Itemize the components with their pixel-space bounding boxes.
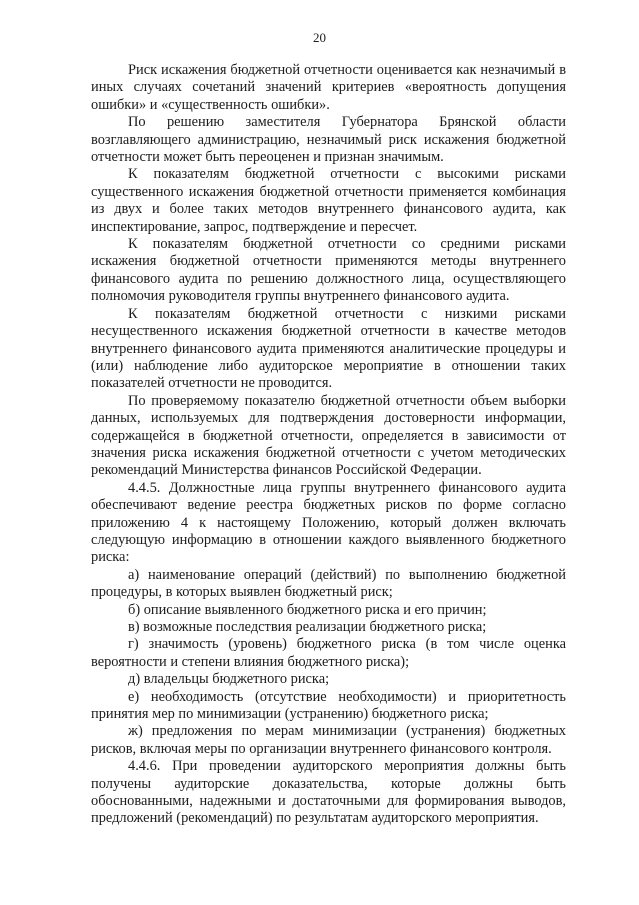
paragraph-low-risk: К показателям бюджетной отчетности с низкими рисками несущественного искажения бюджетной отчетности в качестве методов внутреннего финансового аудита применяются аналитические процедуры и (или) наблюдение либо аудиторское мероприятие в отношении таких показателей отчетности не проводится. [91, 305, 566, 392]
list-item-v: в) возможные последствия реализации бюджетного риска; [128, 619, 487, 635]
paragraph-medium-risk: К показателям бюджетной отчетности со средними рисками искажения бюджетной отчетности применяются методы внутреннего финансового аудита по решению должностного лица, осуществляющего полномочия руководителя группы внутреннего финансового аудита. [91, 236, 566, 305]
list-item-b: б) описание выявленного бюджетного риска и его причин; [128, 601, 487, 618]
list-item-zh: ж) предложения по мерам минимизации (устранения) бюджетных рисков, включая меры по организации внутреннего финансового контроля. [91, 723, 566, 757]
list-item-a: а) наименование операций (действий) по выполнению бюджетной процедуры, в которых выявлен бюджетный риск; [91, 566, 566, 601]
paragraph-sample-volume: По проверяемому показателю бюджетной отчетности объем выборки данных, используемых для подтверждения достоверности информации, содержащейся в бюджетной отчетности, определяется в зависимости от значения риска искажения бюджетной отчетности с учетом методических рекомендаций Министерства финансов Российской Федерации. [91, 392, 566, 479]
paragraph-governor-decision: По решению заместителя Губернатора Брянской области возглавляющего администрацию, незначимый риск искажения бюджетной отчетности может быть переоценен и признан значимым. [91, 114, 566, 166]
paragraph-high-risk: К показателям бюджетной отчетности с высокими рисками существенного искажения бюджетной отчетности применяется комбинация из двух и более таких методов внутреннего финансового аудита, как инспектирование, запрос, подтверждение и пересчет. [91, 166, 566, 235]
page-number: 20 [313, 30, 326, 45]
list-item-g: г) значимость (уровень) бюджетного риска (в том числе оценка вероятности и степени влияния бюджетного риска); [91, 636, 566, 670]
list-item-d: д) владельцы бюджетного риска; [128, 671, 330, 688]
paragraph-risk-insignificant: Риск искажения бюджетной отчетности оценивается как незначимый в иных случаях сочетаний значений критериев «вероятность допущения ошибки» и «существенность ошибки». [91, 62, 566, 113]
list-item-e: е) необходимость (отсутствие необходимости) и приоритетность принятия мер по минимизации (устранению) бюджетного риска; [91, 688, 566, 723]
paragraph-section-4-4-5: 4.4.5. Должностные лица группы внутреннего финансового аудита обеспечивают ведение реестра бюджетных рисков по форме согласно приложению 4 к настоящему Положению, который должен включать следующую информацию в отношении каждого выявленного бюджетного риска: [91, 479, 566, 566]
paragraph-section-4-4-6: 4.4.6. При проведении аудиторского мероприятия должны быть получены аудиторские доказательства, которые должны быть обоснованными, надежными и достаточными для формирования выводов, предложений (рекомендаций) по результатам аудиторского мероприятия. [91, 758, 566, 827]
document-body [91, 62, 566, 828]
